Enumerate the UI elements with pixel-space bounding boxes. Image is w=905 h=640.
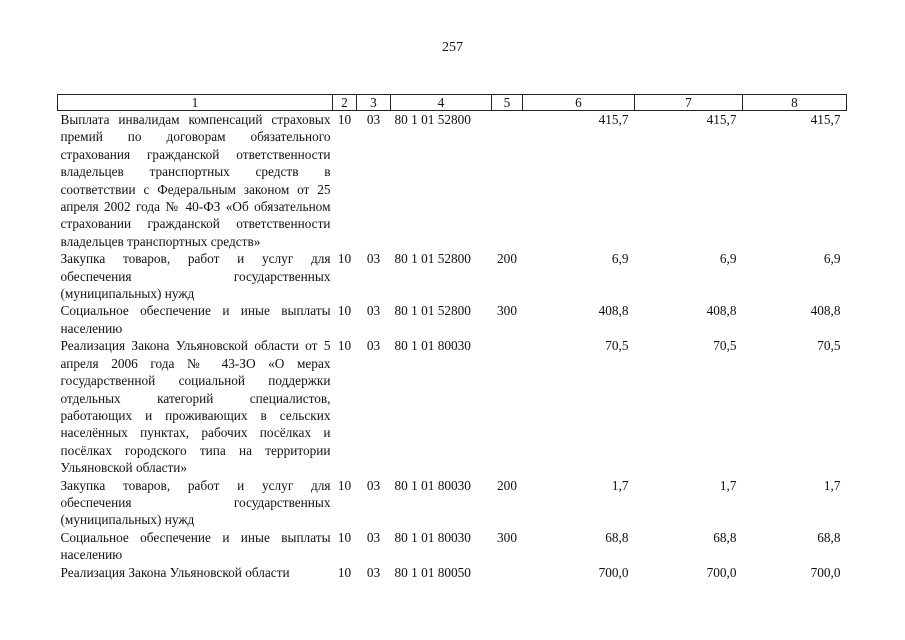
- amount-col-7: 408,8: [706, 303, 737, 319]
- header-row: [58, 95, 847, 111]
- row-description: Реализация Закона Ульяновской области от 5 апреля 2006 года № 43-ЗО «О мерах государственной социальной поддержки отдельных категорий специалистов, работающих и проживающих в сельских населённых пунктах, рабочих посёлках и посёлках городского типа на территории Ульяновской области»: [60, 338, 331, 476]
- amount-col-6: 6,9: [611, 251, 629, 267]
- expense-type-code: 200: [497, 477, 517, 493]
- section-code: 10: [337, 251, 352, 267]
- table-row: [58, 250, 847, 302]
- subsection-code: 03: [366, 529, 381, 545]
- amount-col-6: 415,7: [598, 112, 629, 127]
- subsection-code: 03: [366, 303, 381, 319]
- amount-col-6: 700,0: [598, 564, 629, 580]
- amount-col-8: 408,8: [810, 303, 841, 319]
- header-col-7: 7: [635, 95, 743, 111]
- amount-col-8: 1,7: [823, 477, 841, 493]
- table-row: [58, 564, 847, 581]
- header-col-8: 8: [743, 95, 847, 111]
- amount-col-7: 6,9: [719, 251, 737, 267]
- expense-type-code: 200: [497, 251, 517, 267]
- target-article-code: 80 1 01 52800: [394, 112, 471, 127]
- table-row: [58, 477, 847, 529]
- section-code: 10: [337, 564, 352, 580]
- row-description: Реализация Закона Ульяновской области: [60, 564, 290, 580]
- header-col-5: 5: [492, 95, 523, 111]
- amount-col-7: 700,0: [706, 564, 737, 580]
- table-row: [58, 111, 847, 251]
- row-description: Социальное обеспечение и иные выплаты населению: [60, 303, 331, 336]
- amount-col-8: 415,7: [810, 112, 841, 127]
- expense-type-code: 300: [497, 529, 517, 545]
- amount-col-7: 1,7: [719, 477, 737, 493]
- subsection-code: 03: [366, 112, 381, 127]
- amount-col-7: 68,8: [713, 529, 737, 545]
- amount-col-6: 1,7: [611, 477, 629, 493]
- section-code: 10: [337, 477, 352, 493]
- amount-col-7: 415,7: [706, 112, 737, 127]
- subsection-code: 03: [366, 338, 381, 354]
- expense-type-code: [492, 337, 523, 476]
- table-row: [58, 337, 847, 476]
- section-code: 10: [337, 112, 352, 127]
- subsection-code: 03: [366, 251, 381, 267]
- target-article-code: 80 1 01 52800: [394, 303, 471, 319]
- header-col-4: 4: [391, 95, 492, 111]
- amount-col-6: 70,5: [605, 338, 629, 354]
- amount-col-6: 408,8: [598, 303, 629, 319]
- row-description: Закупка товаров, работ и услуг для обеспечения государственных (муниципальных) нужд: [60, 477, 331, 528]
- amount-col-6: 68,8: [605, 529, 629, 545]
- budget-table: [57, 94, 847, 581]
- expense-type-code: [492, 564, 523, 581]
- section-code: 10: [337, 338, 352, 354]
- amount-col-8: 700,0: [810, 564, 841, 580]
- expense-type-code: [492, 111, 523, 251]
- section-code: 10: [337, 303, 352, 319]
- section-code: 10: [337, 529, 352, 545]
- page-number: 257: [442, 40, 463, 55]
- header-col-3: 3: [357, 95, 391, 111]
- amount-col-8: 6,9: [823, 251, 841, 267]
- expense-type-code: 300: [497, 303, 517, 319]
- row-description: Социальное обеспечение и иные выплаты населению: [60, 529, 331, 563]
- amount-col-7: 70,5: [713, 338, 737, 354]
- table-row: [58, 529, 847, 564]
- header-col-6: 6: [523, 95, 635, 111]
- header-col-2: 2: [333, 95, 357, 111]
- table-row: [58, 302, 847, 337]
- target-article-code: 80 1 01 80030: [394, 529, 471, 545]
- row-description: Закупка товаров, работ и услуг для обеспечения государственных (муниципальных) нужд: [60, 251, 331, 302]
- subsection-code: 03: [366, 477, 381, 493]
- amount-col-8: 70,5: [817, 338, 841, 354]
- target-article-code: 80 1 01 80030: [394, 338, 471, 354]
- target-article-code: 80 1 01 80050: [394, 564, 471, 580]
- amount-col-8: 68,8: [817, 529, 841, 545]
- subsection-code: 03: [366, 564, 381, 580]
- header-col-1: 1: [58, 95, 333, 111]
- target-article-code: 80 1 01 80030: [394, 477, 471, 493]
- target-article-code: 80 1 01 52800: [394, 251, 471, 267]
- row-description: Выплата инвалидам компенсаций страховых премий по договорам обязательного страхования гражданской ответственности владельцев транспортных средств в соответствии с Федеральным законом от 25 апреля 2002 года № 40-ФЗ «Об обязательном страховании гражданской ответственности владельцев транспортных средств»: [60, 112, 331, 249]
